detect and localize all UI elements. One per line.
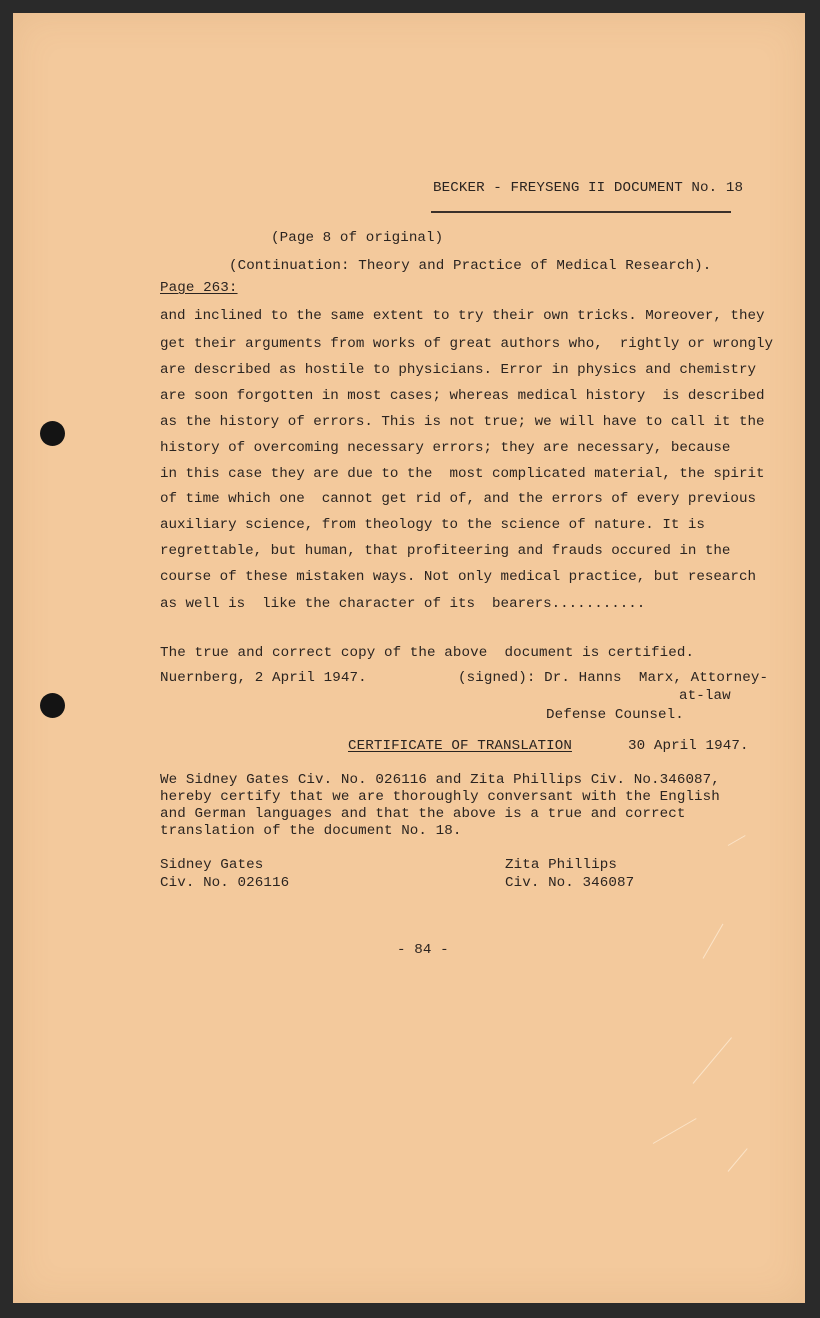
signature-title-cont: at-law xyxy=(679,688,731,704)
page-label: Page 263: xyxy=(160,280,238,296)
page-number: - 84 - xyxy=(397,942,449,958)
translation-line: We Sidney Gates Civ. No. 026116 and Zita Phillips Civ. No.346087, xyxy=(160,772,720,788)
body-line: as the history of errors. This is not true; we will have to call it the xyxy=(160,414,765,430)
title-underline xyxy=(431,211,731,213)
original-page-reference: (Page 8 of original) xyxy=(271,230,444,246)
paper-scratch xyxy=(693,1037,732,1084)
translation-certificate-heading: CERTIFICATE OF TRANSLATION xyxy=(348,738,572,754)
place-and-date: Nuernberg, 2 April 1947. xyxy=(160,670,367,686)
signature-line: (signed): Dr. Hanns Marx, Attorney- xyxy=(458,670,769,686)
paper-scratch xyxy=(728,835,746,846)
document-title: BECKER - FREYSENG II DOCUMENT No. 18 xyxy=(433,180,744,196)
document-page xyxy=(13,13,805,1303)
body-line: get their arguments from works of great authors who, rightly or wrongly xyxy=(160,336,773,352)
continuation-note: (Continuation: Theory and Practice of Medical Research). xyxy=(229,258,712,274)
body-line: auxiliary science, from theology to the science of nature. It is xyxy=(160,517,705,533)
paper-scratch xyxy=(653,1118,697,1144)
certified-copy-statement: The true and correct copy of the above document is certified. xyxy=(160,645,695,661)
translation-line: hereby certify that we are thoroughly conversant with the English xyxy=(160,789,720,805)
body-line: regrettable, but human, that profiteering and frauds occured in the xyxy=(160,543,731,559)
paper-scratch xyxy=(728,1148,748,1172)
body-line: course of these mistaken ways. Not only medical practice, but research xyxy=(160,569,756,585)
translator-1-civ-no: Civ. No. 026116 xyxy=(160,875,290,891)
body-line: are described as hostile to physicians. Error in physics and chemistry xyxy=(160,362,756,378)
translator-2-civ-no: Civ. No. 346087 xyxy=(505,875,635,891)
body-line: as well is like the character of its bearers........... xyxy=(160,596,646,612)
translator-1-name: Sidney Gates xyxy=(160,857,264,873)
body-line: of time which one cannot get rid of, and the errors of every previous xyxy=(160,491,756,507)
body-line: in this case they are due to the most complicated material, the spirit xyxy=(160,466,765,482)
punch-hole-lower xyxy=(40,693,65,718)
body-line: history of overcoming necessary errors; they are necessary, because xyxy=(160,440,731,456)
body-line: and inclined to the same extent to try their own tricks. Moreover, they xyxy=(160,308,765,324)
translation-date: 30 April 1947. xyxy=(628,738,749,754)
defense-counsel: Defense Counsel. xyxy=(546,707,684,723)
translation-line: and German languages and that the above is a true and correct xyxy=(160,806,686,822)
body-line: are soon forgotten in most cases; whereas medical history is described xyxy=(160,388,765,404)
translator-2-name: Zita Phillips xyxy=(505,857,617,873)
punch-hole-upper xyxy=(40,421,65,446)
translation-line: translation of the document No. 18. xyxy=(160,823,462,839)
paper-scratch xyxy=(703,924,724,959)
